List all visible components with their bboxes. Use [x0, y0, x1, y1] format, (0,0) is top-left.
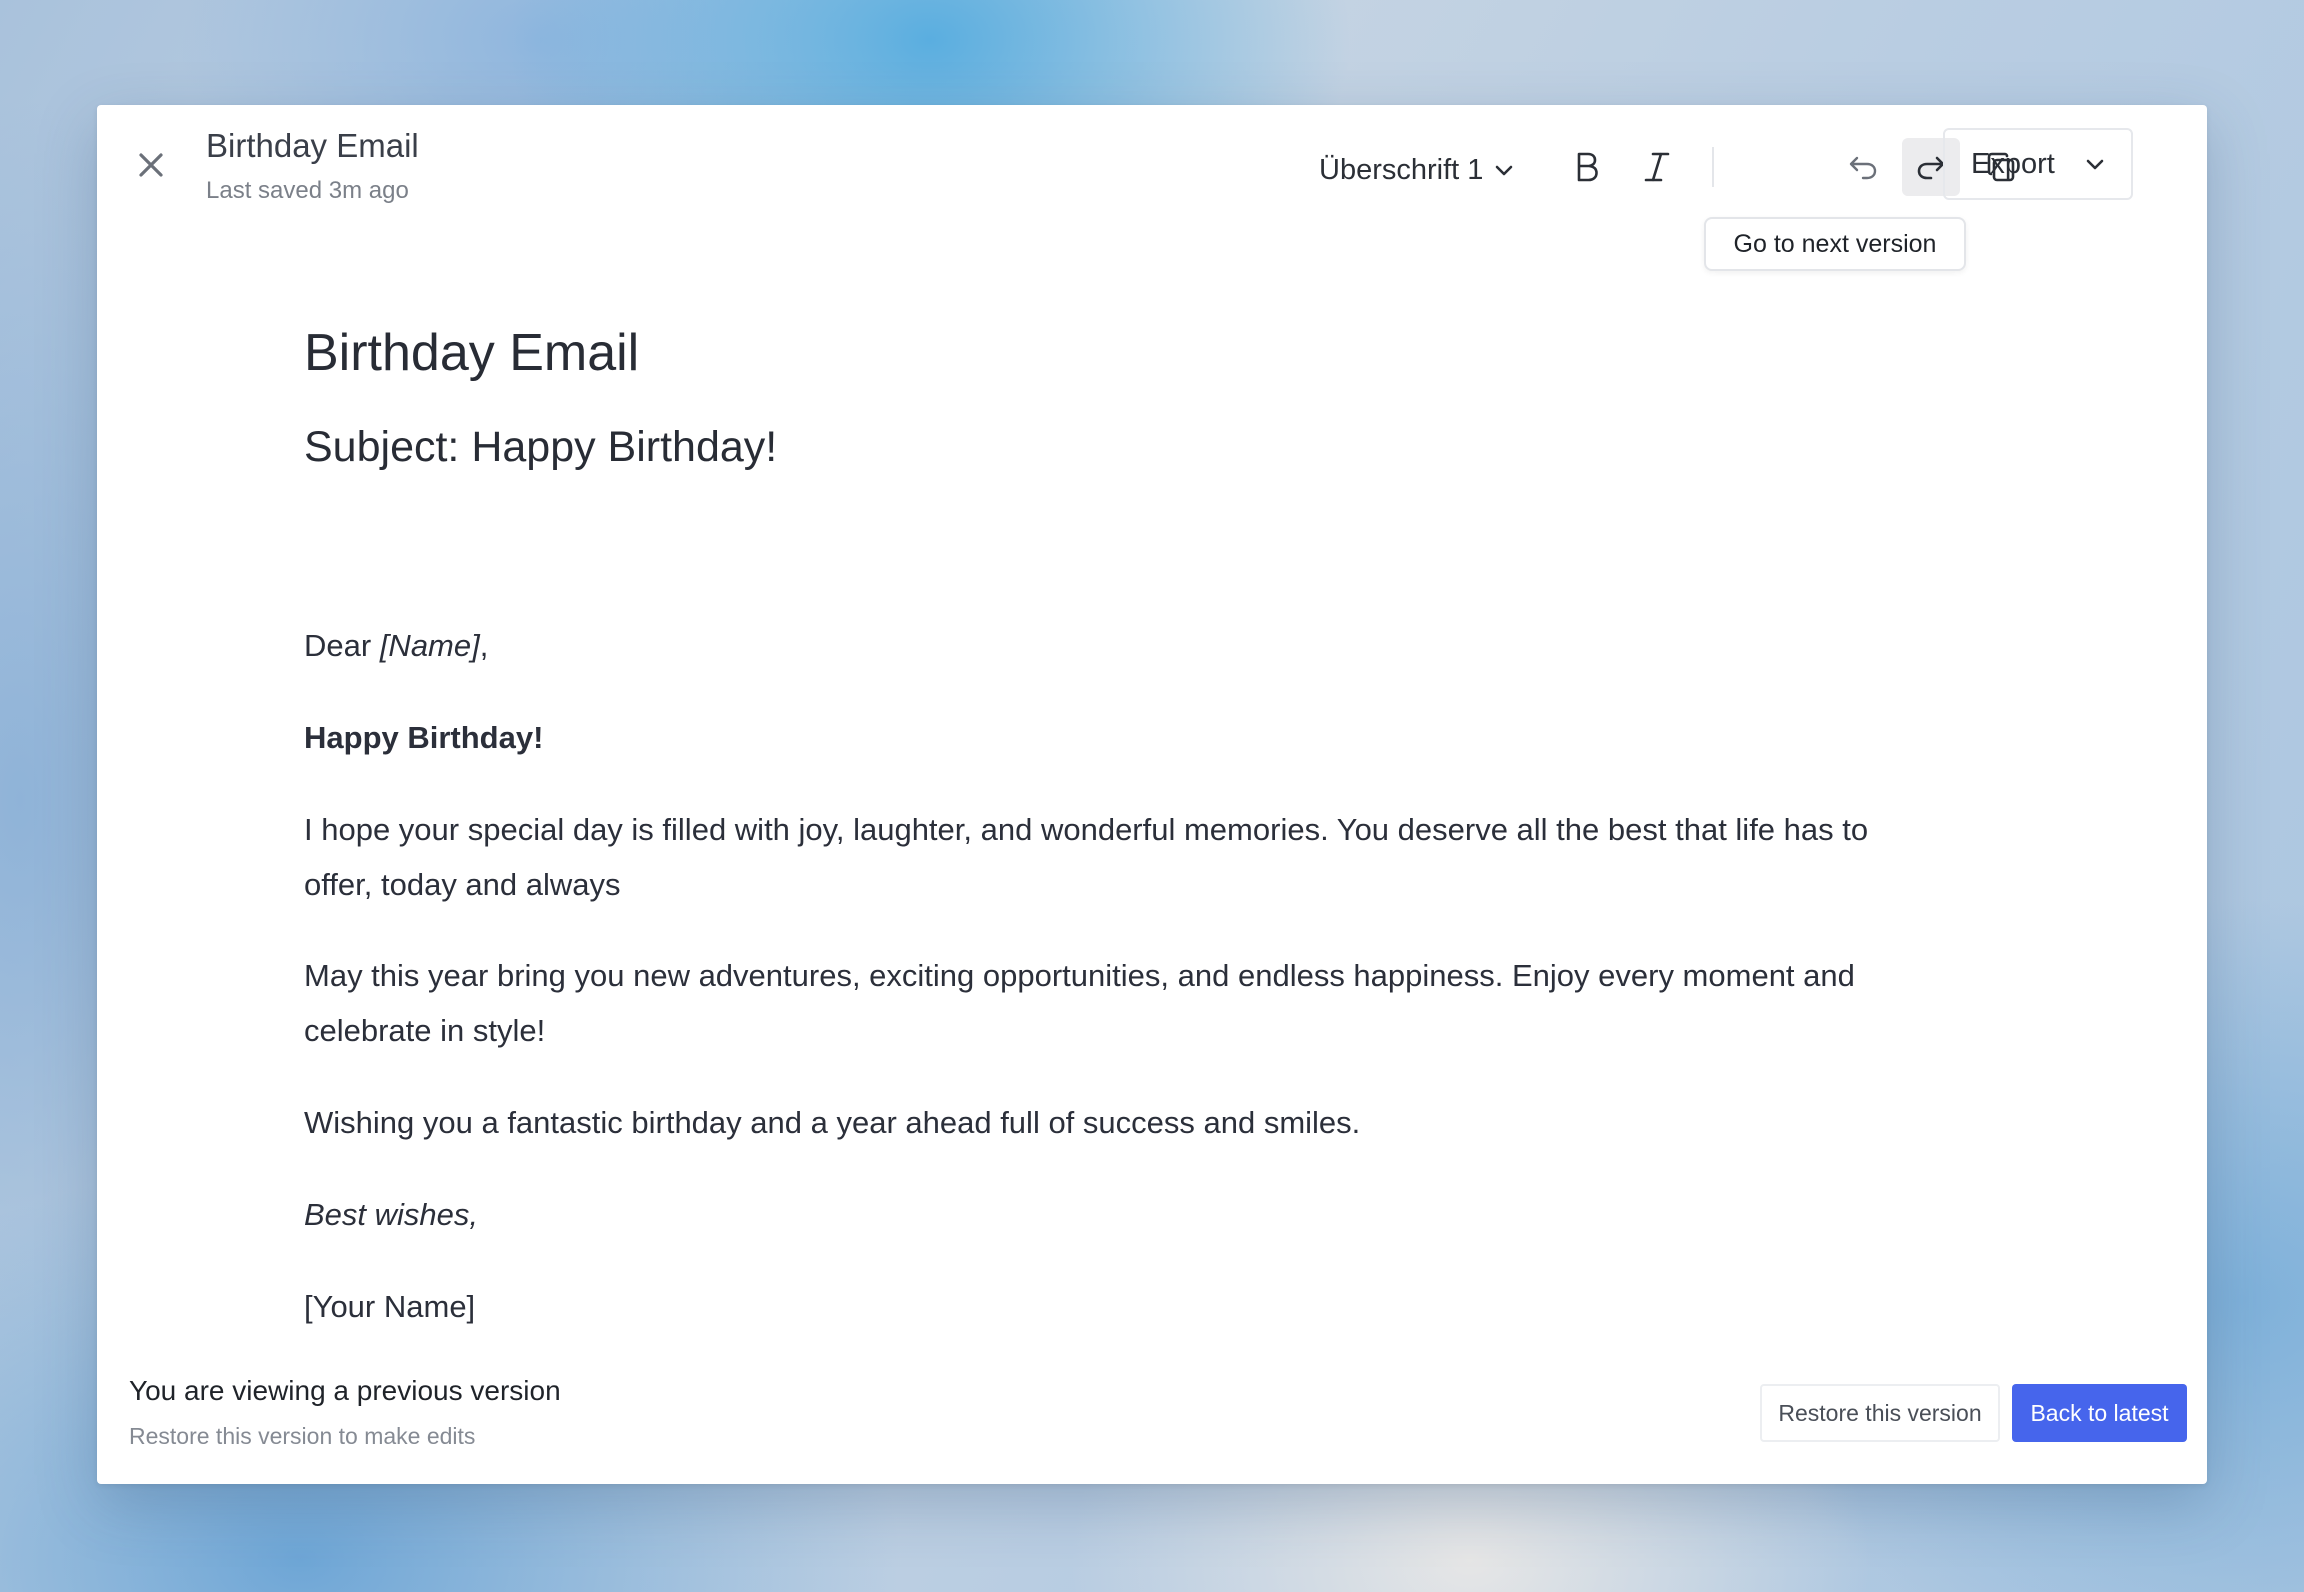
last-saved-status: Last saved 3m ago	[206, 177, 409, 204]
close-icon	[138, 152, 164, 178]
chevron-down-icon	[1493, 159, 1515, 181]
editor-window	[97, 105, 2207, 1484]
paragraph-3: Wishing you a fantastic birthday and a year ahead full of success and smiles.	[304, 1105, 1361, 1140]
heading-style-dropdown[interactable]	[1319, 145, 1515, 195]
restore-version-button[interactable]: Restore this version	[1760, 1384, 2000, 1442]
signature-line: [Your Name]	[304, 1289, 476, 1324]
heading-style-label: Überschrift 1	[1319, 153, 1484, 186]
paragraph-1: I hope your special day is filled with joy, laughter, and wonderful memories. You deserve all the best that life has to offer, today and always	[304, 812, 1869, 902]
headline-text: Happy Birthday!	[304, 720, 544, 755]
chevron-down-icon	[2083, 152, 2107, 176]
bold-icon	[1572, 150, 1602, 184]
italic-button[interactable]	[1628, 138, 1686, 196]
greeting-line	[304, 618, 1944, 673]
close-button[interactable]	[133, 147, 169, 183]
italic-icon	[1642, 150, 1672, 184]
document-heading: Birthday Email	[304, 324, 640, 382]
bold-button[interactable]	[1558, 138, 1616, 196]
paragraph-2: May this year bring you new adventures, exciting opportunities, and endless happiness. Enjoy every moment and celebrate in style!	[304, 958, 1855, 1048]
undo-button[interactable]	[1834, 138, 1892, 196]
greeting-name: [Name]	[379, 628, 480, 663]
closing-line: Best wishes,	[304, 1197, 479, 1232]
export-label: Export	[1971, 147, 2055, 180]
greeting-suffix: ,	[479, 628, 489, 663]
redo-tooltip: Go to next version	[1704, 217, 1966, 271]
toolbar-divider	[1712, 147, 1714, 187]
export-dropdown-button[interactable]	[1943, 128, 2133, 200]
previous-version-hint: Restore this version to make edits	[129, 1423, 476, 1449]
previous-version-notice: You are viewing a previous version	[129, 1375, 561, 1406]
document-title-header: Birthday Email	[206, 127, 419, 164]
greeting-prefix: Dear	[304, 628, 380, 663]
email-subject: Subject: Happy Birthday!	[304, 423, 778, 471]
back-to-latest-button[interactable]: Back to latest	[2012, 1384, 2187, 1442]
undo-icon	[1846, 152, 1880, 182]
